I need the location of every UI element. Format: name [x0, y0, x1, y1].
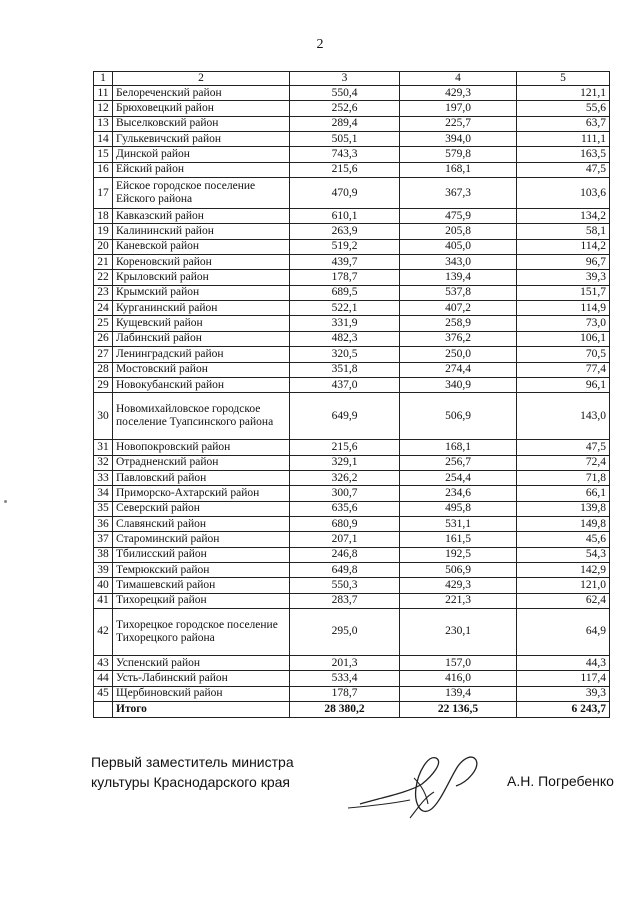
- row-number-cell: 45: [94, 686, 113, 701]
- district-name-cell: Мостовский район: [113, 362, 290, 377]
- column-4-cell: 168,1: [400, 162, 517, 177]
- column-4-cell: 197,0: [400, 101, 517, 116]
- column-4-cell: 343,0: [400, 255, 517, 270]
- column-3-cell: 519,2: [290, 239, 400, 254]
- signatory-title-line2: культуры Краснодарского края: [91, 774, 290, 790]
- column-3-cell: 320,5: [290, 347, 400, 362]
- district-name-cell: Староминский район: [113, 532, 290, 547]
- table-row: [94, 285, 610, 300]
- column-5-cell: 72,4: [517, 455, 610, 470]
- column-4-cell: 161,5: [400, 532, 517, 547]
- column-5-cell: 96,7: [517, 255, 610, 270]
- column-5-cell: 96,1: [517, 377, 610, 392]
- column-5-cell: 111,1: [517, 132, 610, 147]
- column-5-cell: 73,0: [517, 316, 610, 331]
- column-4-cell: 407,2: [400, 301, 517, 316]
- row-number-cell: 22: [94, 270, 113, 285]
- table-row: [94, 178, 610, 209]
- row-number-cell: 12: [94, 101, 113, 116]
- row-number-cell: 42: [94, 608, 113, 655]
- column-4-cell: 221,3: [400, 593, 517, 608]
- table-header-row: [94, 72, 610, 86]
- row-number-cell: 19: [94, 224, 113, 239]
- header-cell-3: 3: [290, 72, 400, 86]
- column-5-cell: 142,9: [517, 562, 610, 577]
- district-name-cell: Кореновский район: [113, 255, 290, 270]
- column-3-cell: 482,3: [290, 331, 400, 346]
- column-5-cell: 143,0: [517, 393, 610, 440]
- column-3-cell: 680,9: [290, 516, 400, 531]
- page-number: 2: [316, 37, 324, 52]
- row-number-cell: 40: [94, 578, 113, 593]
- district-name-cell: Гулькевичский район: [113, 132, 290, 147]
- row-number-cell: 23: [94, 285, 113, 300]
- column-4-cell: 139,4: [400, 686, 517, 701]
- column-4-cell: 157,0: [400, 655, 517, 670]
- district-name-cell: Кущевский район: [113, 316, 290, 331]
- district-name-cell: Темрюкский район: [113, 562, 290, 577]
- row-number-cell: 17: [94, 178, 113, 209]
- table-row: [94, 486, 610, 501]
- column-4-cell: 256,7: [400, 455, 517, 470]
- row-number-cell: 31: [94, 440, 113, 455]
- district-name-cell: Каневской район: [113, 239, 290, 254]
- table-row: [94, 455, 610, 470]
- column-5-cell: 47,5: [517, 440, 610, 455]
- district-name-cell: Ейское городское поселение Ейского района: [113, 178, 290, 209]
- row-number-cell: 27: [94, 347, 113, 362]
- total-row: [94, 702, 610, 718]
- table-row: [94, 347, 610, 362]
- column-3-cell: 610,1: [290, 209, 400, 224]
- district-name-cell: Новокубанский район: [113, 377, 290, 392]
- column-3-cell: 246,8: [290, 547, 400, 562]
- table-body: [94, 72, 610, 718]
- column-5-cell: 64,9: [517, 608, 610, 655]
- column-4-cell: 168,1: [400, 440, 517, 455]
- column-4-cell: 234,6: [400, 486, 517, 501]
- signatory-title-line1: Первый заместитель министра: [91, 754, 294, 770]
- row-number-cell: 21: [94, 255, 113, 270]
- column-4-cell: 394,0: [400, 132, 517, 147]
- district-name-cell: Крымский район: [113, 285, 290, 300]
- district-name-cell: Успенский район: [113, 655, 290, 670]
- row-number-cell: 36: [94, 516, 113, 531]
- row-number-cell: 32: [94, 455, 113, 470]
- signatory-name: А.Н. Погребенко: [507, 773, 614, 789]
- column-5-cell: 77,4: [517, 362, 610, 377]
- row-number-cell: 33: [94, 470, 113, 485]
- column-3-cell: 201,3: [290, 655, 400, 670]
- table-row: [94, 331, 610, 346]
- column-3-cell: 283,7: [290, 593, 400, 608]
- column-5-cell: 121,0: [517, 578, 610, 593]
- column-4-cell: 579,8: [400, 147, 517, 162]
- row-number-cell: 11: [94, 86, 113, 101]
- column-3-cell: 300,7: [290, 486, 400, 501]
- total-column-5-cell: 6 243,7: [517, 702, 610, 718]
- column-3-cell: 522,1: [290, 301, 400, 316]
- column-5-cell: 70,5: [517, 347, 610, 362]
- column-5-cell: 149,8: [517, 516, 610, 531]
- column-4-cell: 254,4: [400, 470, 517, 485]
- district-name-cell: Щербиновский район: [113, 686, 290, 701]
- table-row: [94, 516, 610, 531]
- row-number-cell: 43: [94, 655, 113, 670]
- row-number-cell: 39: [94, 562, 113, 577]
- district-name-cell: Тихорецкое городское поселение Тихорецкого района: [113, 608, 290, 655]
- header-cell-4: 4: [400, 72, 517, 86]
- table-row: [94, 547, 610, 562]
- signatory-title: [91, 752, 294, 792]
- column-3-cell: 550,4: [290, 86, 400, 101]
- column-5-cell: 45,6: [517, 532, 610, 547]
- total-column-3-cell: 28 380,2: [290, 702, 400, 718]
- column-3-cell: 351,8: [290, 362, 400, 377]
- row-number-cell: 30: [94, 393, 113, 440]
- column-5-cell: 58,1: [517, 224, 610, 239]
- header-cell-5: 5: [517, 72, 610, 86]
- column-5-cell: 139,8: [517, 501, 610, 516]
- column-4-cell: 537,8: [400, 285, 517, 300]
- district-name-cell: Усть-Лабинский район: [113, 671, 290, 686]
- column-4-cell: 405,0: [400, 239, 517, 254]
- column-3-cell: 252,6: [290, 101, 400, 116]
- row-number-cell: 20: [94, 239, 113, 254]
- district-name-cell: Тбилисский район: [113, 547, 290, 562]
- row-number-cell: 13: [94, 116, 113, 131]
- total-empty-cell: [94, 702, 113, 718]
- table-row: [94, 116, 610, 131]
- column-3-cell: 649,9: [290, 393, 400, 440]
- table-row: [94, 270, 610, 285]
- table-row: [94, 362, 610, 377]
- column-4-cell: 258,9: [400, 316, 517, 331]
- column-3-cell: 207,1: [290, 532, 400, 547]
- header-cell-1: 1: [94, 72, 113, 86]
- column-3-cell: 178,7: [290, 270, 400, 285]
- table-row: [94, 593, 610, 608]
- column-5-cell: 114,9: [517, 301, 610, 316]
- district-name-cell: Новопокровский район: [113, 440, 290, 455]
- row-number-cell: 29: [94, 377, 113, 392]
- table-row: [94, 393, 610, 440]
- column-4-cell: 495,8: [400, 501, 517, 516]
- total-label-cell: Итого: [113, 702, 290, 718]
- table-row: [94, 377, 610, 392]
- column-3-cell: 326,2: [290, 470, 400, 485]
- table-row: [94, 301, 610, 316]
- column-4-cell: 506,9: [400, 562, 517, 577]
- table-row: [94, 578, 610, 593]
- row-number-cell: 28: [94, 362, 113, 377]
- data-table: [93, 71, 610, 718]
- table-row: [94, 86, 610, 101]
- column-3-cell: 289,4: [290, 116, 400, 131]
- column-3-cell: 470,9: [290, 178, 400, 209]
- table-row: [94, 470, 610, 485]
- column-3-cell: 533,4: [290, 671, 400, 686]
- column-5-cell: 39,3: [517, 270, 610, 285]
- district-name-cell: Северский район: [113, 501, 290, 516]
- row-number-cell: 38: [94, 547, 113, 562]
- column-4-cell: 230,1: [400, 608, 517, 655]
- column-4-cell: 250,0: [400, 347, 517, 362]
- column-3-cell: 649,8: [290, 562, 400, 577]
- column-4-cell: 376,2: [400, 331, 517, 346]
- table-row: [94, 562, 610, 577]
- column-5-cell: 121,1: [517, 86, 610, 101]
- district-name-cell: Выселковский район: [113, 116, 290, 131]
- column-3-cell: 295,0: [290, 608, 400, 655]
- column-5-cell: 71,8: [517, 470, 610, 485]
- district-name-cell: Тихорецкий район: [113, 593, 290, 608]
- row-number-cell: 16: [94, 162, 113, 177]
- row-number-cell: 14: [94, 132, 113, 147]
- district-name-cell: Курганинский район: [113, 301, 290, 316]
- column-3-cell: 329,1: [290, 455, 400, 470]
- table-row: [94, 532, 610, 547]
- column-5-cell: 39,3: [517, 686, 610, 701]
- district-name-cell: Новомихайловское городское поселение Туапсинского района: [113, 393, 290, 440]
- column-5-cell: 151,7: [517, 285, 610, 300]
- table-row: [94, 316, 610, 331]
- row-number-cell: 18: [94, 209, 113, 224]
- table-row: [94, 255, 610, 270]
- column-5-cell: 63,7: [517, 116, 610, 131]
- column-3-cell: 437,0: [290, 377, 400, 392]
- column-3-cell: 689,5: [290, 285, 400, 300]
- column-5-cell: 44,3: [517, 655, 610, 670]
- district-name-cell: Ленинградский район: [113, 347, 290, 362]
- row-number-cell: 37: [94, 532, 113, 547]
- district-name-cell: Калининский район: [113, 224, 290, 239]
- table-row: [94, 224, 610, 239]
- table-row: [94, 655, 610, 670]
- district-name-cell: Белореченский район: [113, 86, 290, 101]
- district-name-cell: Крыловский район: [113, 270, 290, 285]
- table-row: [94, 147, 610, 162]
- district-name-cell: Приморско-Ахтарский район: [113, 486, 290, 501]
- column-3-cell: 178,7: [290, 686, 400, 701]
- column-4-cell: 225,7: [400, 116, 517, 131]
- column-3-cell: 505,1: [290, 132, 400, 147]
- column-3-cell: 550,3: [290, 578, 400, 593]
- column-3-cell: 331,9: [290, 316, 400, 331]
- district-name-cell: Тимашевский район: [113, 578, 290, 593]
- table-row: [94, 101, 610, 116]
- header-cell-2: 2: [113, 72, 290, 86]
- district-name-cell: Отрадненский район: [113, 455, 290, 470]
- column-4-cell: 340,9: [400, 377, 517, 392]
- table-row: [94, 671, 610, 686]
- table-row: [94, 440, 610, 455]
- column-4-cell: 531,1: [400, 516, 517, 531]
- column-4-cell: 205,8: [400, 224, 517, 239]
- row-number-cell: 24: [94, 301, 113, 316]
- column-4-cell: 429,3: [400, 86, 517, 101]
- column-4-cell: 274,4: [400, 362, 517, 377]
- table-row: [94, 239, 610, 254]
- row-number-cell: 26: [94, 331, 113, 346]
- district-name-cell: Кавказский район: [113, 209, 290, 224]
- district-name-cell: Павловский район: [113, 470, 290, 485]
- column-5-cell: 106,1: [517, 331, 610, 346]
- column-4-cell: 367,3: [400, 178, 517, 209]
- column-4-cell: 506,9: [400, 393, 517, 440]
- table-row: [94, 608, 610, 655]
- district-name-cell: Динской район: [113, 147, 290, 162]
- column-5-cell: 54,3: [517, 547, 610, 562]
- district-name-cell: Славянский район: [113, 516, 290, 531]
- district-name-cell: Брюховецкий район: [113, 101, 290, 116]
- district-name-cell: Ейский район: [113, 162, 290, 177]
- table-row: [94, 686, 610, 701]
- total-column-4-cell: 22 136,5: [400, 702, 517, 718]
- table-row: [94, 501, 610, 516]
- table-row: [94, 162, 610, 177]
- column-5-cell: 117,4: [517, 671, 610, 686]
- column-5-cell: 62,4: [517, 593, 610, 608]
- column-4-cell: 139,4: [400, 270, 517, 285]
- row-number-cell: 25: [94, 316, 113, 331]
- table-row: [94, 209, 610, 224]
- column-4-cell: 429,3: [400, 578, 517, 593]
- column-5-cell: 55,6: [517, 101, 610, 116]
- column-5-cell: 103,6: [517, 178, 610, 209]
- row-number-cell: 44: [94, 671, 113, 686]
- column-5-cell: 47,5: [517, 162, 610, 177]
- row-number-cell: 15: [94, 147, 113, 162]
- column-5-cell: 163,5: [517, 147, 610, 162]
- row-number-cell: 34: [94, 486, 113, 501]
- column-5-cell: 114,2: [517, 239, 610, 254]
- column-3-cell: 263,9: [290, 224, 400, 239]
- column-4-cell: 475,9: [400, 209, 517, 224]
- row-number-cell: 35: [94, 501, 113, 516]
- table-row: [94, 132, 610, 147]
- column-4-cell: 192,5: [400, 547, 517, 562]
- column-3-cell: 439,7: [290, 255, 400, 270]
- column-3-cell: 215,6: [290, 440, 400, 455]
- district-name-cell: Лабинский район: [113, 331, 290, 346]
- column-3-cell: 635,6: [290, 501, 400, 516]
- scan-speck: [4, 500, 7, 503]
- column-5-cell: 134,2: [517, 209, 610, 224]
- row-number-cell: 41: [94, 593, 113, 608]
- handwritten-signature: [340, 748, 500, 828]
- column-3-cell: 215,6: [290, 162, 400, 177]
- column-4-cell: 416,0: [400, 671, 517, 686]
- column-5-cell: 66,1: [517, 486, 610, 501]
- column-3-cell: 743,3: [290, 147, 400, 162]
